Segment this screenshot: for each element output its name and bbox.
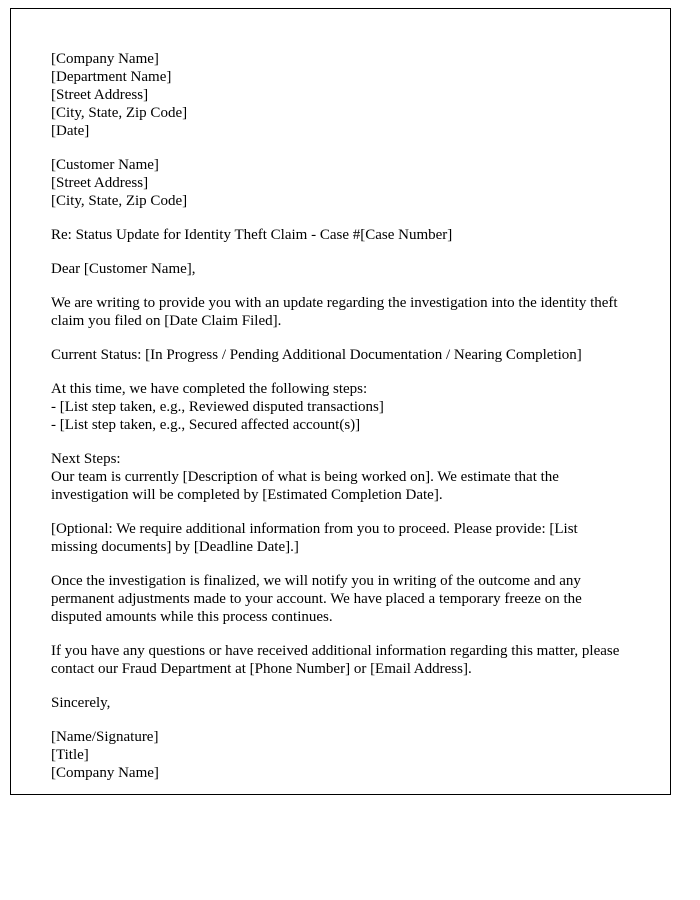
- next-steps-text: Our team is currently [Description of what is being worked on]. We estimate that the investigation will be completed by [Estimated Completion Date].: [51, 469, 563, 503]
- recipient-street: [Street Address]: [51, 175, 149, 191]
- salutation: Dear [Customer Name],: [51, 261, 196, 277]
- sender-address-block: [51, 50, 622, 140]
- recipient-address-block: [51, 156, 622, 210]
- signature-name: [Name/Signature]: [51, 729, 159, 745]
- sender-city: [City, State, Zip Code]: [51, 105, 188, 121]
- optional-note-paragraph: [Optional: We require additional information from you to proceed. Please provide: [List missing documents] by [Deadline Date].]: [51, 521, 578, 555]
- signature-block: [51, 728, 622, 782]
- closing-line: Sincerely,: [51, 695, 111, 711]
- letter-date: [Date]: [51, 123, 90, 139]
- signature-title: [Title]: [51, 747, 89, 763]
- next-steps-heading: Next Steps:: [51, 451, 121, 467]
- subject-line: Re: Status Update for Identity Theft Claim - Case #[Case Number]: [51, 227, 453, 243]
- step-item: - [List step taken, e.g., Reviewed disputed transactions]: [51, 399, 384, 415]
- intro-paragraph: We are writing to provide you with an update regarding the investigation into the identity theft claim you filed on [Date Claim Filed].: [51, 295, 618, 329]
- completed-steps-block: [51, 380, 622, 434]
- contact-paragraph: If you have any questions or have received additional information regarding this matter, please contact our Fraud Department at [Phone Number] or [Email Address].: [51, 643, 620, 677]
- sender-department: [Department Name]: [51, 69, 172, 85]
- finalization-paragraph: Once the investigation is finalized, we will notify you in writing of the outcome and any permanent adjustments made to your account. We have placed a temporary freeze on the disputed amounts while this process continues.: [51, 573, 582, 625]
- sender-street: [Street Address]: [51, 87, 149, 103]
- recipient-city: [City, State, Zip Code]: [51, 193, 188, 209]
- steps-intro: At this time, we have completed the following steps:: [51, 381, 368, 397]
- step-item: - [List step taken, e.g., Secured affected account(s)]: [51, 417, 361, 433]
- recipient-name: [Customer Name]: [51, 157, 159, 173]
- letter-page: [10, 8, 671, 795]
- sender-company: [Company Name]: [51, 51, 159, 67]
- signature-company: [Company Name]: [51, 765, 159, 781]
- current-status-line: Current Status: [In Progress / Pending Additional Documentation / Nearing Completion]: [51, 347, 582, 363]
- next-steps-block: [51, 450, 622, 504]
